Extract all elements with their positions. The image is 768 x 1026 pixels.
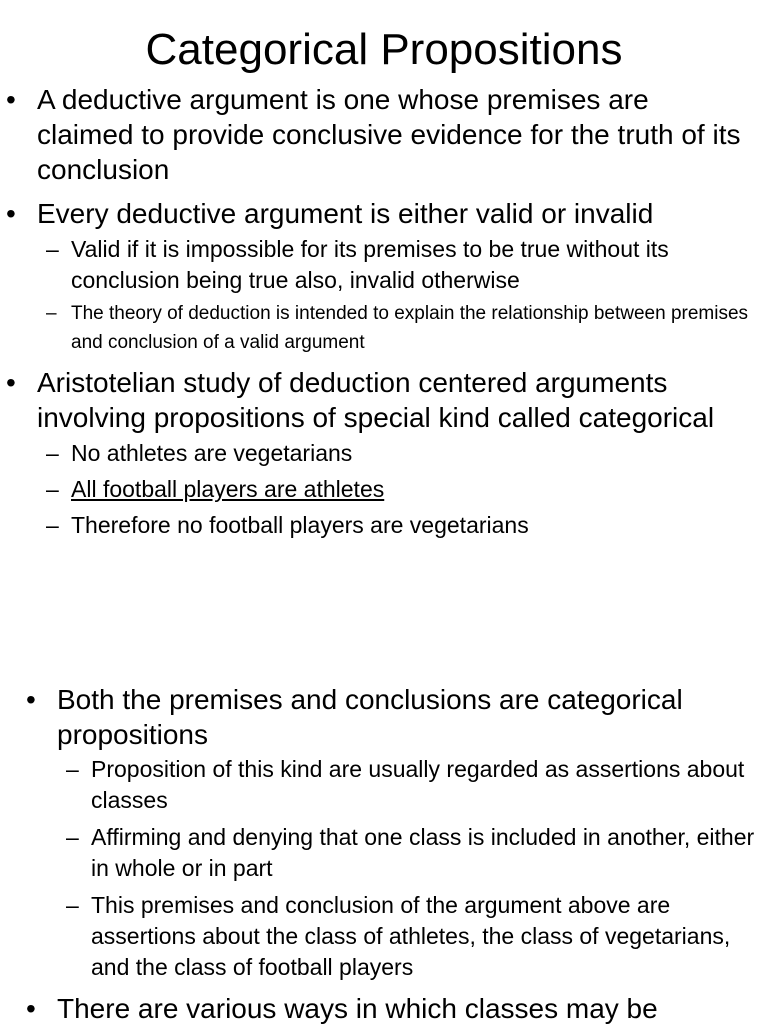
sub-bullet-text: This premises and conclusion of the argument above are assertions about the class of athletes, the class of vegetarians, and the class of football players	[91, 892, 731, 980]
sub-bullet-text: No athletes are vegetarians	[71, 440, 353, 466]
sub-bullet-class-examples	[20, 890, 768, 983]
bullet-marker: •	[6, 367, 16, 398]
bullet-text: Every deductive argument is either valid or invalid	[37, 198, 654, 229]
bullet-deductive-argument	[0, 82, 768, 187]
slide-2-bullet-list	[20, 682, 768, 1026]
bullet-marker: •	[26, 993, 36, 1024]
bullet-marker: •	[6, 198, 16, 229]
sub-bullet-text: The theory of deduction is intended to explain the relationship between premises and conclusion of a valid argument	[71, 303, 749, 353]
dash-marker: –	[46, 512, 59, 538]
sub-bullet-affirming-denying	[20, 822, 768, 884]
sub-bullet-valid-definition	[0, 234, 768, 296]
slide-title: Categorical Propositions	[145, 25, 623, 74]
sub-bullet-example-premise-2	[0, 474, 768, 505]
sub-bullet-text: Proposition of this kind are usually regarded as assertions about classes	[91, 756, 745, 813]
dash-marker: –	[46, 236, 59, 262]
sub-bullet-text: Affirming and denying that one class is included in another, either in whole or in part	[91, 824, 755, 881]
sub-bullet-text: Valid if it is impossible for its premises to be true without its conclusion being true also, invalid otherwise	[71, 236, 669, 293]
bullet-aristotelian-study	[0, 365, 768, 435]
bullet-text: Both the premises and conclusions are categorical propositions	[57, 684, 683, 750]
dash-marker: –	[46, 440, 59, 466]
dash-marker: –	[46, 303, 57, 324]
bullet-categorical-propositions	[20, 682, 768, 752]
dash-marker: –	[66, 824, 79, 850]
dash-marker: –	[46, 476, 59, 502]
bullet-text: Aristotelian study of deduction centered arguments involving propositions of special kind called categorical	[37, 367, 715, 433]
bullet-marker: •	[6, 84, 16, 115]
bullet-text: There are various ways in which classes may be	[57, 993, 658, 1024]
dash-marker: –	[66, 756, 79, 782]
sub-bullet-text: Therefore no football players are vegetarians	[71, 512, 529, 538]
sub-bullet-theory-of-deduction	[0, 299, 768, 357]
dash-marker: –	[66, 892, 79, 918]
sub-bullet-example-premise-1	[0, 438, 768, 469]
bullet-valid-or-invalid	[0, 196, 768, 231]
sub-bullet-text: All football players are athletes	[71, 476, 385, 502]
bullet-text: A deductive argument is one whose premises are claimed to provide conclusive evidence for the truth of its conclusion	[37, 84, 741, 185]
sub-bullet-example-conclusion	[0, 510, 768, 541]
slide-1-bullet-list	[0, 82, 768, 541]
bullet-ways-classes-related	[20, 991, 768, 1026]
sub-bullet-assertions-about-classes	[20, 754, 768, 816]
bullet-marker: •	[26, 684, 36, 715]
slide-2	[0, 660, 768, 1024]
